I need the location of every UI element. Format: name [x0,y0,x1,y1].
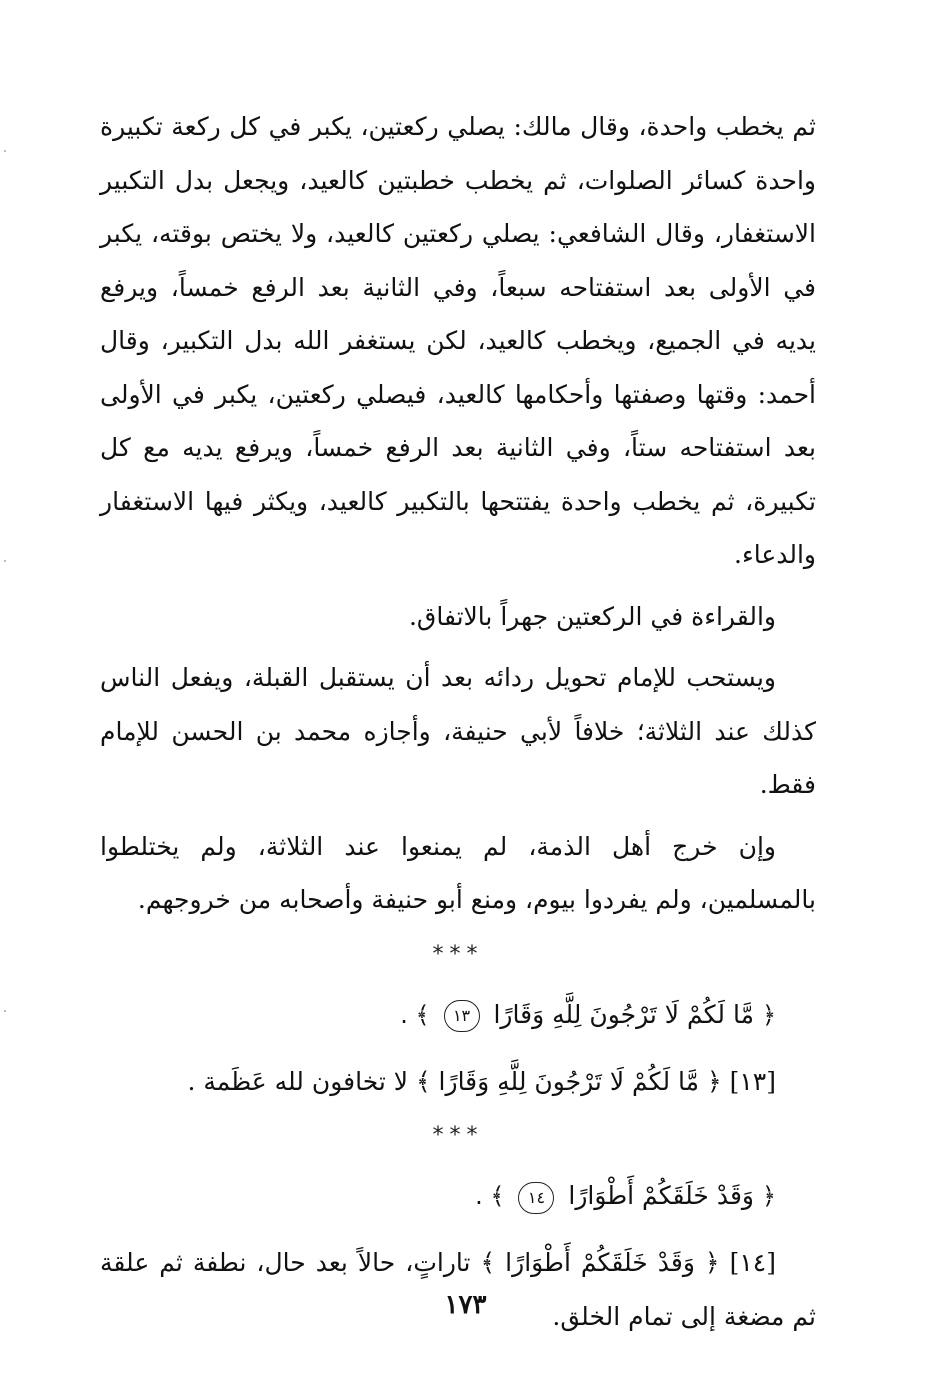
note-quote: ﴿ مَّا لَكُمْ لَا تَرْجُونَ لِلَّهِ وَقَارًا ﴾ [415,1066,722,1096]
verse-number-badge: ١٤ [518,1182,554,1214]
verse-13 [100,983,816,1047]
scan-speck [4,150,6,152]
paragraph-4: وإن خرج أهل الذمة، لم يمنعوا عند الثلاثة، ولم يختلطوا بالمسلمين، ولم يفردوا بيوم، ومنع أبو حنيفة وأصحابه من خروجهم. [100,831,816,914]
verse-close-bracket: ﴾ . [475,1182,505,1210]
note-quote: ﴿ وَقَدْ خَلَقَكُمْ أَطْوَارًا ﴾ [480,1248,720,1277]
section-separator: *** [432,941,484,967]
paragraph-2: والقراءة في الركعتين جهراً بالاتفاق. [408,601,776,631]
paragraph-1: ثم يخطب واحدة، وقال مالك: يصلي ركعتين، يكبر في كل ركعة تكبيرة واحدة كسائر الصلوات، ثم يخطب خطبتين كالعيد، ويجعل بدل التكبير الاستغفار، وقال الشافعي: يصلي ركعتين كالعيد، ولا يختص بوقته، يكبر في الأولى بعد استفتاحه سبعاً، وفي الثانية بعد الرفع خمساً، ويرفع يديه في الجميع، ويخطب كالعيد، لكن يستغفر الله بدل التكبير، وقال أحمد: وقتها وصفتها وأحكامها كالعيد، فيصلي ركعتين، يكبر في الأولى بعد استفتاحه ستاً، وفي الثانية بعد الرفع خمساً، ويرفع يديه مع كل تكبيرة، ثم يخطب واحدة يفتتحها بالتكبير كالعيد، ويكثر فيها الاستغفار والدعاء. [100,112,816,569]
page-body [100,100,816,1343]
verse-close-bracket: ﴾ . [400,1000,430,1029]
note-number: [١٤] [729,1248,776,1277]
note-13 [100,1055,816,1109]
verse-14 [100,1164,816,1228]
verse-open-bracket: ﴿ [761,1000,776,1029]
verse-number-badge: ١٣ [444,1000,480,1032]
note-text: تاراتٍ، حالاً بعد حال، نطفة ثم علقة ثم مضغة إلى تمام الخلق. [100,1248,816,1331]
verse-open-bracket: ﴿ [761,1182,776,1210]
scan-speck [4,1010,6,1012]
verse-text: مَّا لَكُمْ لَا تَرْجُونَ لِلَّهِ وَقَارًا [493,999,754,1029]
section-separator: *** [432,1123,484,1148]
scan-speck [4,560,6,562]
paragraph-3: ويستحب للإمام تحويل ردائه بعد أن يستقبل القبلة، ويفعل الناس كذلك عند الثلاثة؛ خلافاً لأبي حنيفة، وأجازه محمد بن الحسن للإمام فقط. [100,663,816,799]
note-number: [١٣] [729,1066,776,1096]
page-number: ١٧٣ [444,1290,487,1320]
verse-text: وَقَدْ خَلَقَكُمْ أَطْوَارًا [568,1181,754,1210]
note-text: لا تخافون لله عَظَمة . [187,1066,408,1096]
